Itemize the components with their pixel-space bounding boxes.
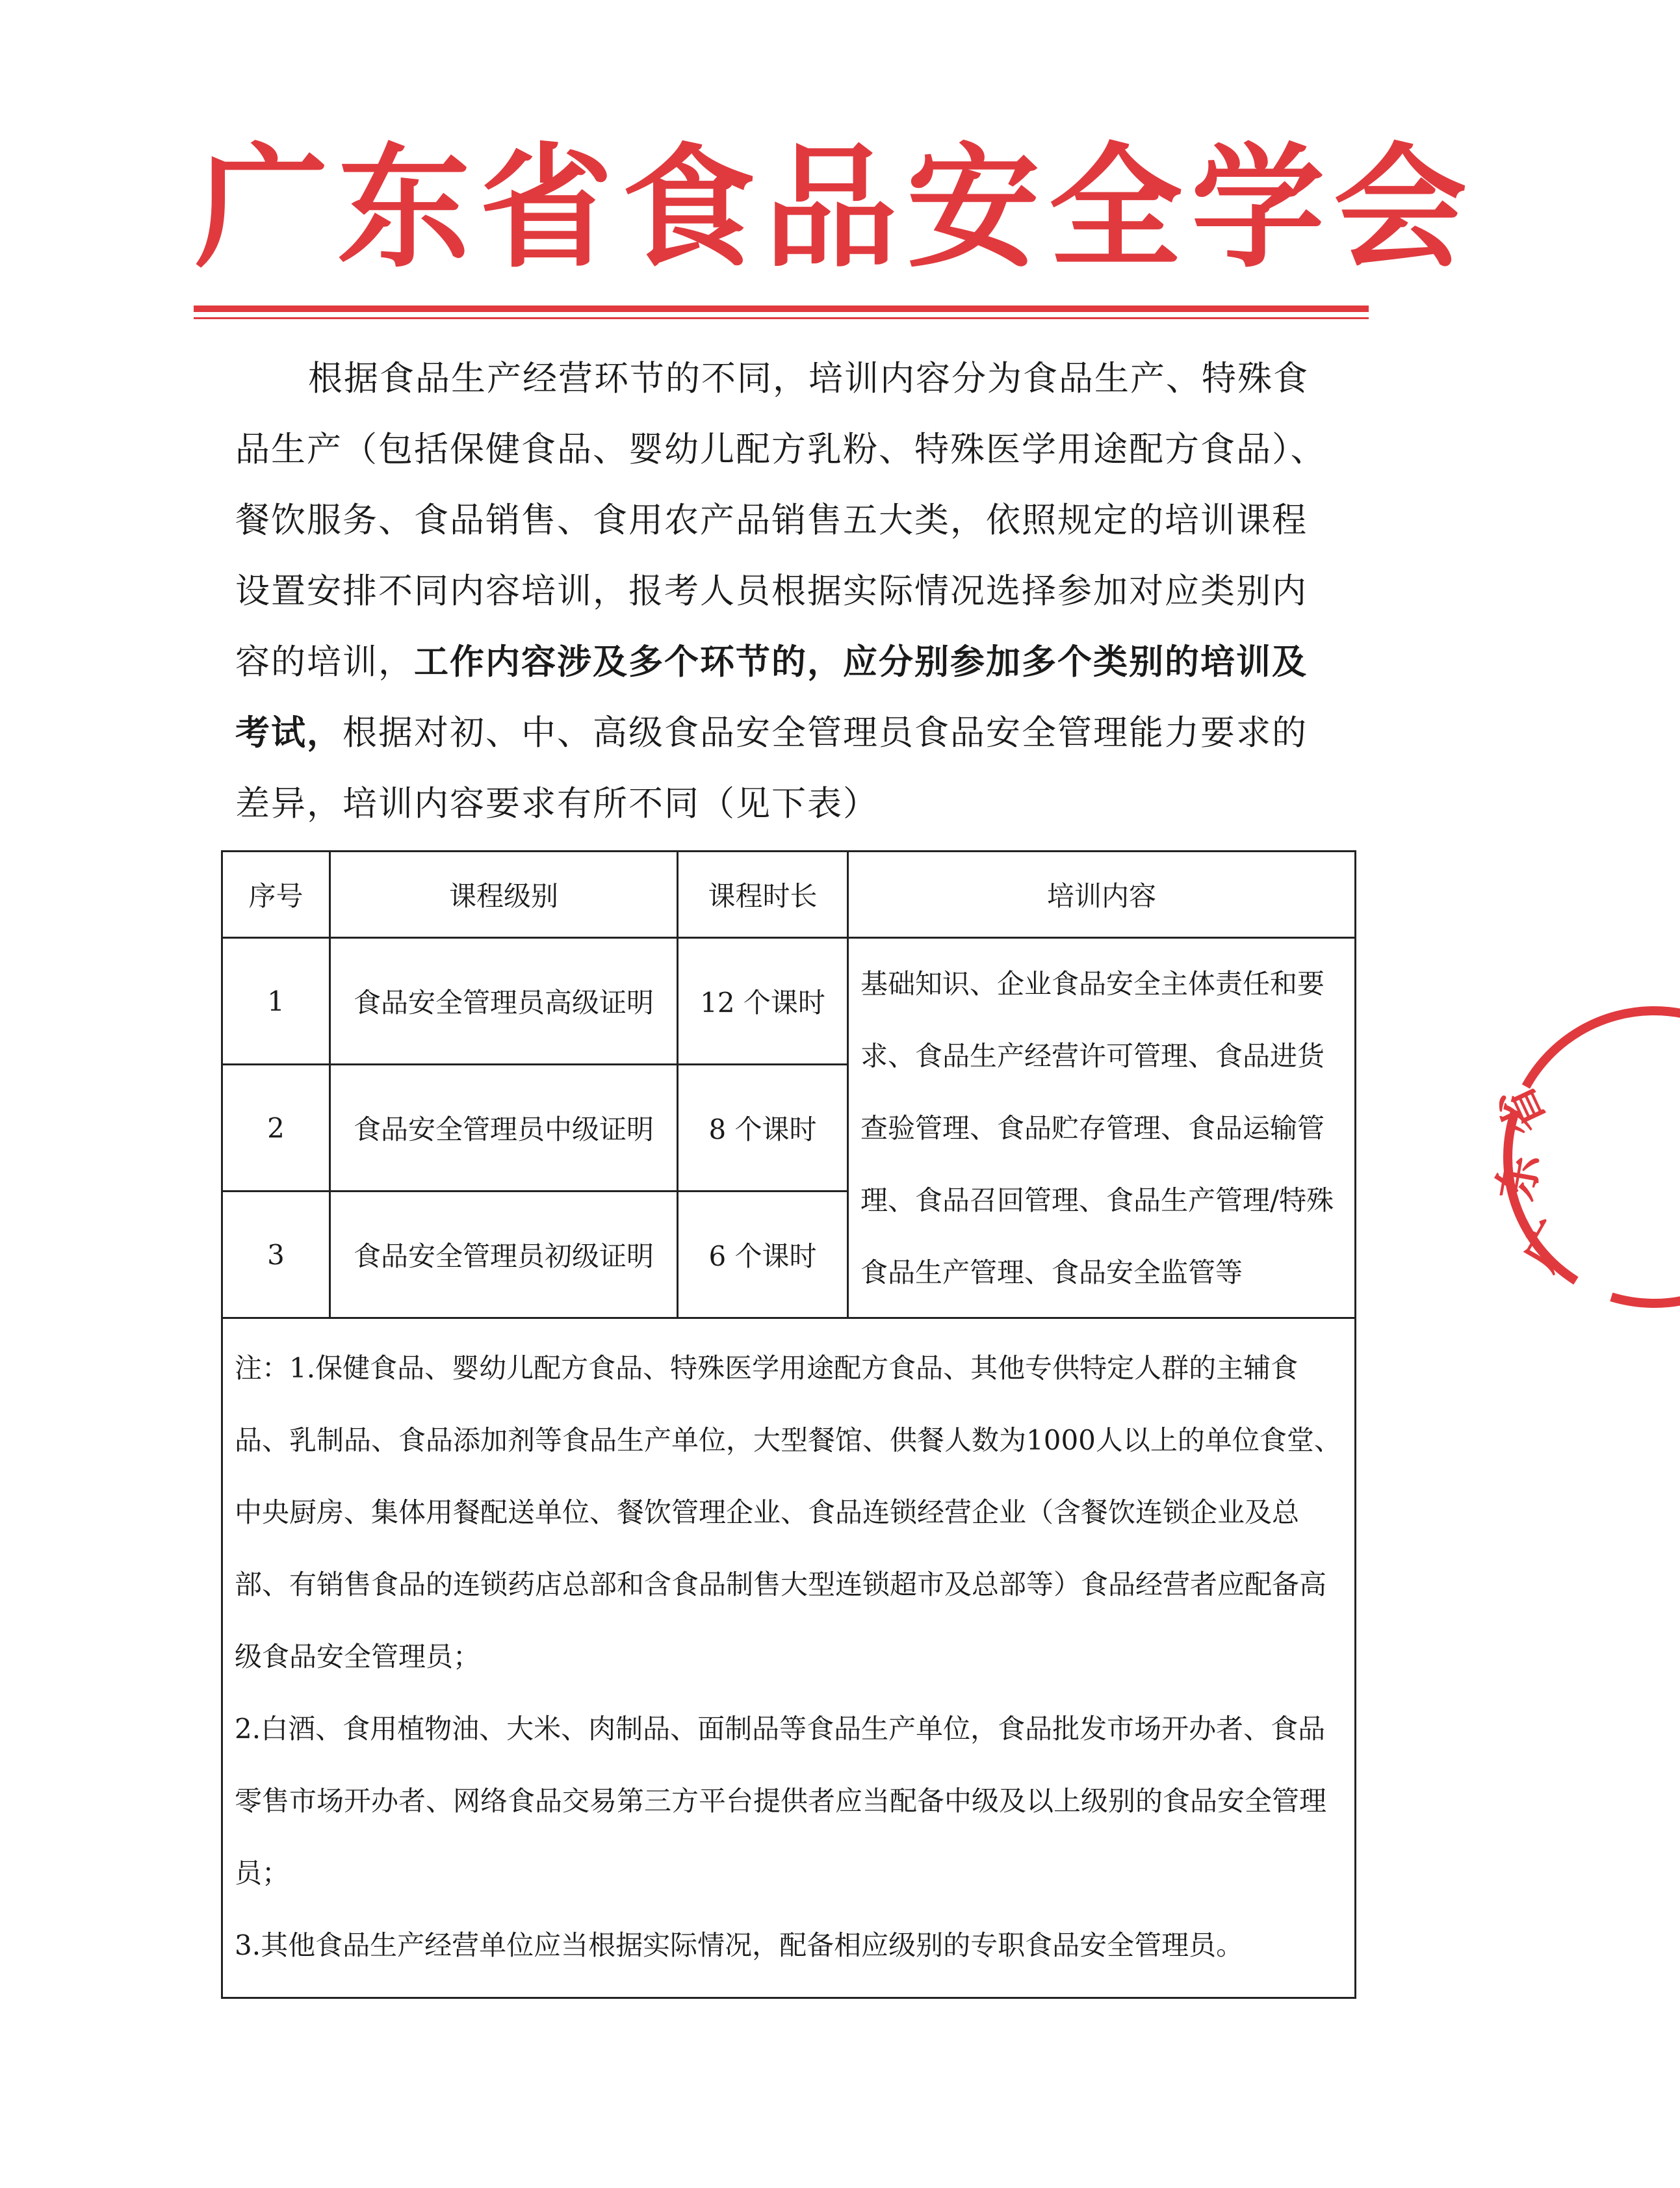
row-duration: 8 个课时 — [678, 1065, 848, 1192]
svg-text:广: 广 — [1512, 1212, 1583, 1280]
row-level: 食品安全管理员初级证明 — [330, 1192, 678, 1318]
note-1: 注：1.保健食品、婴幼儿配方食品、特殊医学用途配方食品、其他专供特定人群的主辅食品、乳制品、食品添加剂等食品生产单位，大型餐馆、供餐人数为1000人以上的单位食堂、中央厨房、集体用餐配送单位、餐饮管理企业、食品连锁经营企业（含餐饮连锁企业及总部、有销售食品的连锁药店总部和含食品制售大型连锁超市及总部等）食品经营者应配备高级食品安全管理员； — [235, 1352, 1341, 1673]
row-no: 1 — [222, 938, 330, 1065]
course-table — [221, 850, 1356, 1999]
svg-text:省: 省 — [1487, 1077, 1557, 1143]
row-level: 食品安全管理员高级证明 — [330, 938, 678, 1065]
notes-cell — [222, 1318, 1356, 1998]
header-no: 序号 — [222, 852, 330, 938]
letterhead-rule-thin — [194, 317, 1369, 319]
intro-text-1: 根据食品生产经营环节的不同，培训内容分为食品生产、特殊食品生产（包括保健食品、婴幼儿配方乳粉、特殊医学用途配方食品）、餐饮服务、食品销售、食用农产品销售五大类，依照规定的培训课程设置安排不同内容培训，报考人员根据实际情况选择参加对应类别内容的培训， — [235, 359, 1326, 682]
official-seal — [1459, 995, 1680, 1320]
intro-text-bold: 工作内容涉及多个环节的，应分别参加多个类别的培训及考试， — [235, 642, 1308, 753]
row-no: 2 — [222, 1065, 330, 1192]
header-duration: 课程时长 — [678, 852, 848, 938]
row-duration: 6 个课时 — [678, 1192, 848, 1318]
training-content-cell: 基础知识、企业食品安全主体责任和要求、食品生产经营许可管理、食品进货查验管理、食品贮存管理、食品运输管理、食品召回管理、食品生产管理/特殊食品生产管理、食品安全监管等 — [848, 938, 1356, 1318]
row-level: 食品安全管理员中级证明 — [330, 1065, 678, 1192]
note-3: 3.其他食品生产经营单位应当根据实际情况，配备相应级别的专职食品安全管理员。 — [235, 1929, 1244, 1961]
table-row — [222, 938, 1356, 1065]
header-content: 培训内容 — [848, 852, 1356, 938]
intro-text-2: 根据对初、中、高级食品安全管理员食品安全管理能力要求的差异，培训内容要求有所不同（见下表） — [235, 713, 1308, 824]
svg-text:东: 东 — [1488, 1149, 1550, 1205]
letterhead-rule-thick — [194, 306, 1369, 312]
table-header-row — [222, 852, 1356, 938]
intro-paragraph — [235, 343, 1327, 839]
note-2: 2.白酒、食用植物油、大米、肉制品、面制品等食品生产单位，食品批发市场开办者、食品零售市场开办者、网络食品交易第三方平台提供者应当配备中级及以上级别的食品安全管理员； — [235, 1713, 1327, 1889]
letterhead-title: 广东省食品安全学会 — [195, 130, 1476, 286]
row-no: 3 — [222, 1192, 330, 1318]
row-duration: 12 个课时 — [678, 938, 848, 1065]
header-level: 课程级别 — [330, 852, 678, 938]
notes-row — [222, 1318, 1356, 1998]
